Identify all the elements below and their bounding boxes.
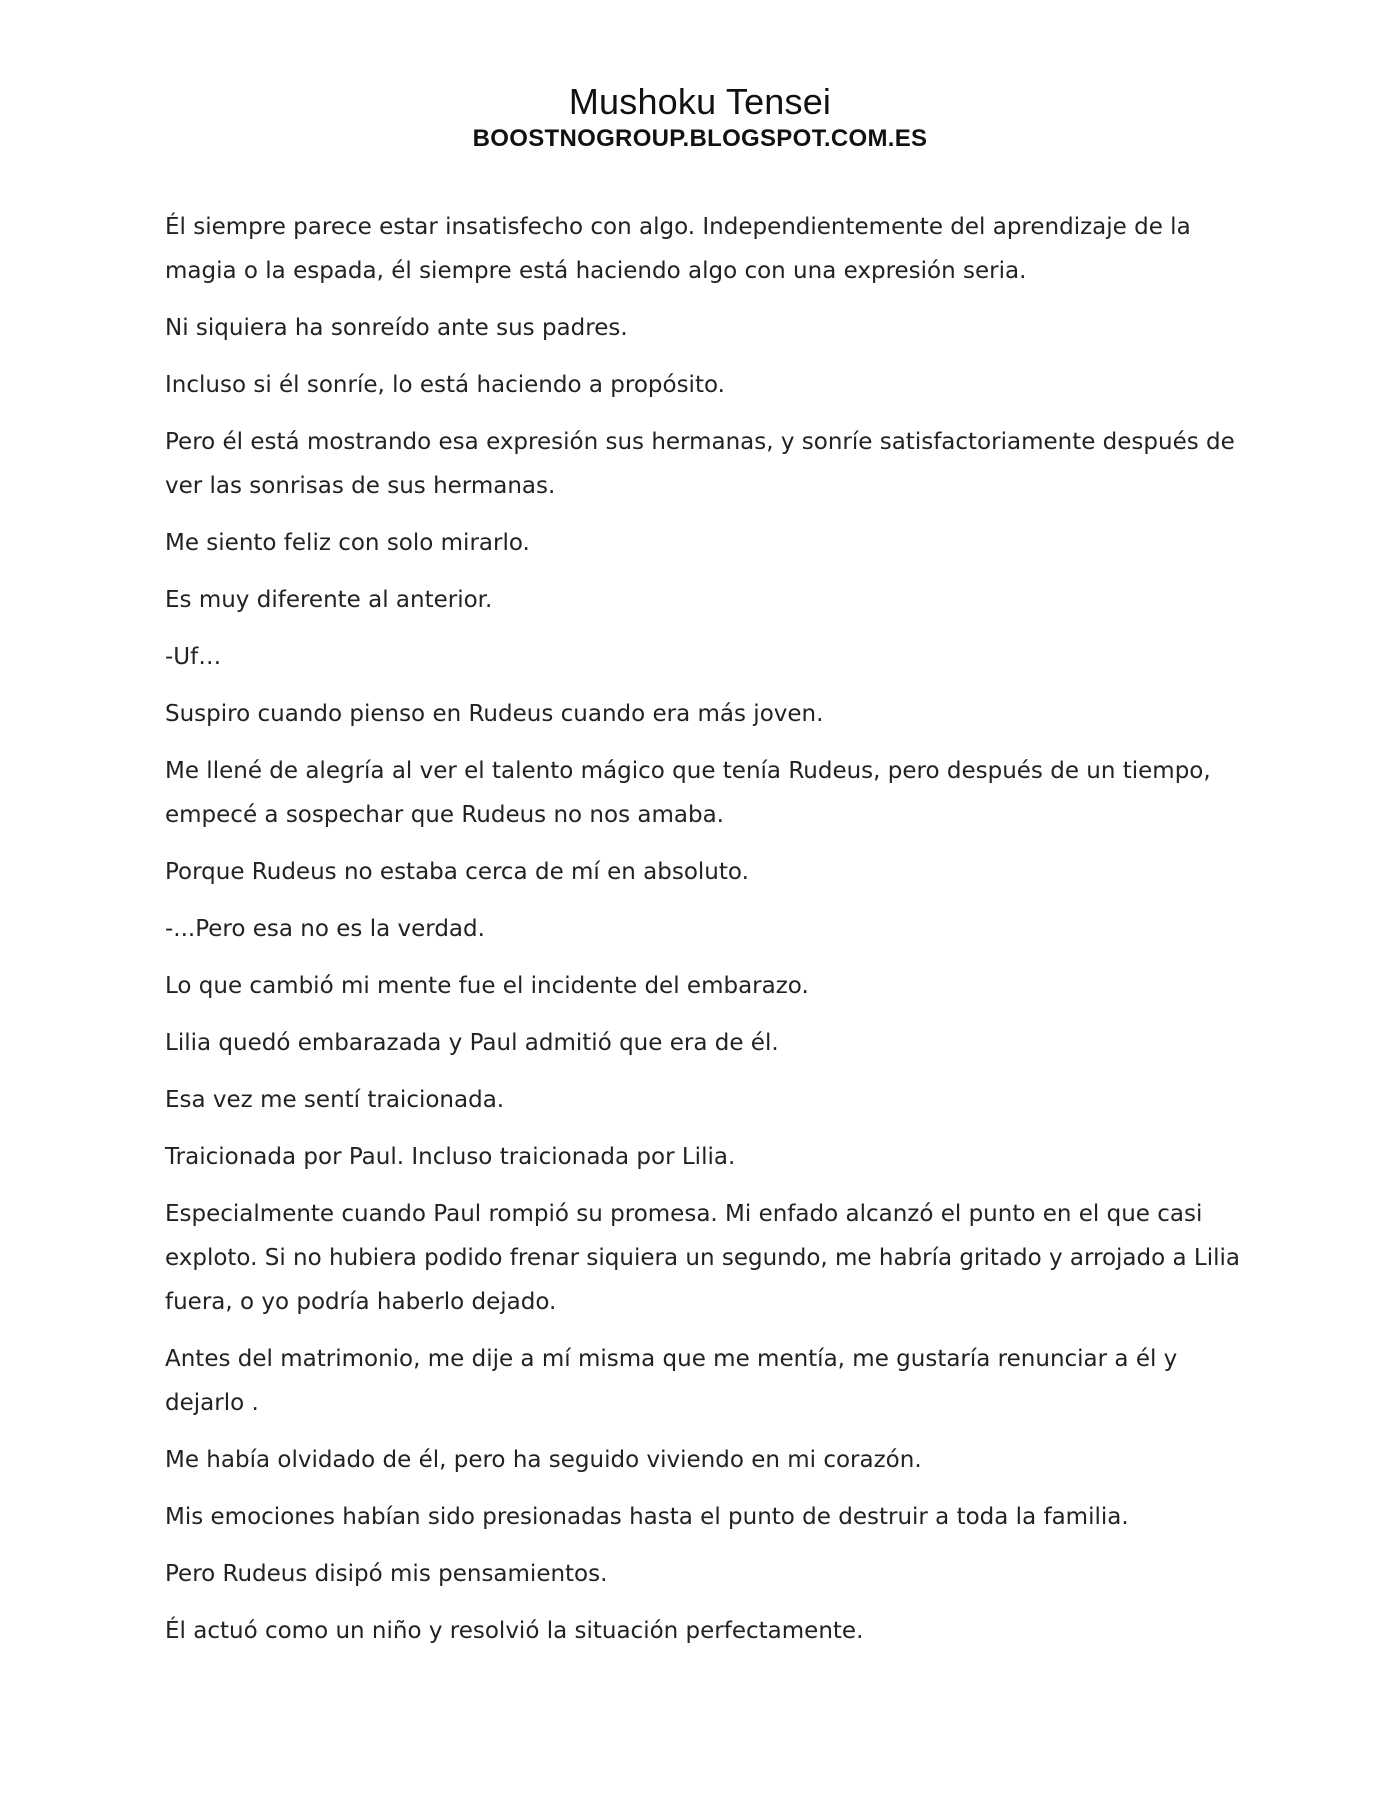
paragraph: Él actuó como un niño y resolvió la situación perfectamente. <box>165 1618 864 1644</box>
paragraph: Mis emociones habían sido presionadas hasta el punto de destruir a toda la familia. <box>165 1504 1129 1530</box>
paragraph: Esa vez me sentí traicionada. <box>165 1087 505 1113</box>
paragraph: Porque Rudeus no estaba cerca de mí en absoluto. <box>165 859 749 885</box>
document-title: Mushoku Tensei <box>568 81 832 122</box>
paragraph: Lilia quedó embarazada y Paul admitió que era de él. <box>165 1030 779 1056</box>
paragraph: -...Pero esa no es la verdad. <box>165 916 485 942</box>
paragraph: Pero Rudeus disipó mis pensamientos. <box>165 1561 608 1587</box>
paragraph: Ni siquiera ha sonreído ante sus padres. <box>165 315 628 341</box>
document-body <box>165 205 1245 1666</box>
paragraph: Me había olvidado de él, pero ha seguido viviendo en mi corazón. <box>165 1447 922 1473</box>
paragraph: Él siempre parece estar insatisfecho con algo. Independientemente del aprendizaje de la magia o la espada, él siempre está haciendo algo con una expresión seria. <box>165 214 1191 284</box>
paragraph: Es muy diferente al anterior. <box>165 587 493 613</box>
page-header <box>0 80 1400 154</box>
paragraph: Lo que cambió mi mente fue el incidente del embarazo. <box>165 973 809 999</box>
document-subtitle: BOOSTNOGROUP.BLOGSPOT.COM.ES <box>472 125 928 152</box>
paragraph: Me siento feliz con solo mirarlo. <box>165 530 530 556</box>
paragraph: -Uf… <box>165 644 222 670</box>
paragraph: Antes del matrimonio, me dije a mí misma que me mentía, me gustaría renunciar a él y dejarlo . <box>165 1346 1178 1416</box>
paragraph: Pero él está mostrando esa expresión sus hermanas, y sonríe satisfactoriamente después de ver las sonrisas de sus hermanas. <box>165 429 1235 499</box>
paragraph: Traicionada por Paul. Incluso traicionada por Lilia. <box>165 1144 736 1170</box>
paragraph: Suspiro cuando pienso en Rudeus cuando era más joven. <box>165 701 824 727</box>
paragraph: Me llené de alegría al ver el talento mágico que tenía Rudeus, pero después de un tiempo, empecé a sospechar que Rudeus no nos amaba. <box>165 758 1211 828</box>
paragraph: Incluso si él sonríe, lo está haciendo a propósito. <box>165 372 725 398</box>
paragraph: Especialmente cuando Paul rompió su promesa. Mi enfado alcanzó el punto en el que casi exploto. Si no hubiera podido frenar siquiera un segundo, me habría gritado y arrojado a Lilia fuera, o yo podría haberlo dejado. <box>165 1201 1240 1315</box>
